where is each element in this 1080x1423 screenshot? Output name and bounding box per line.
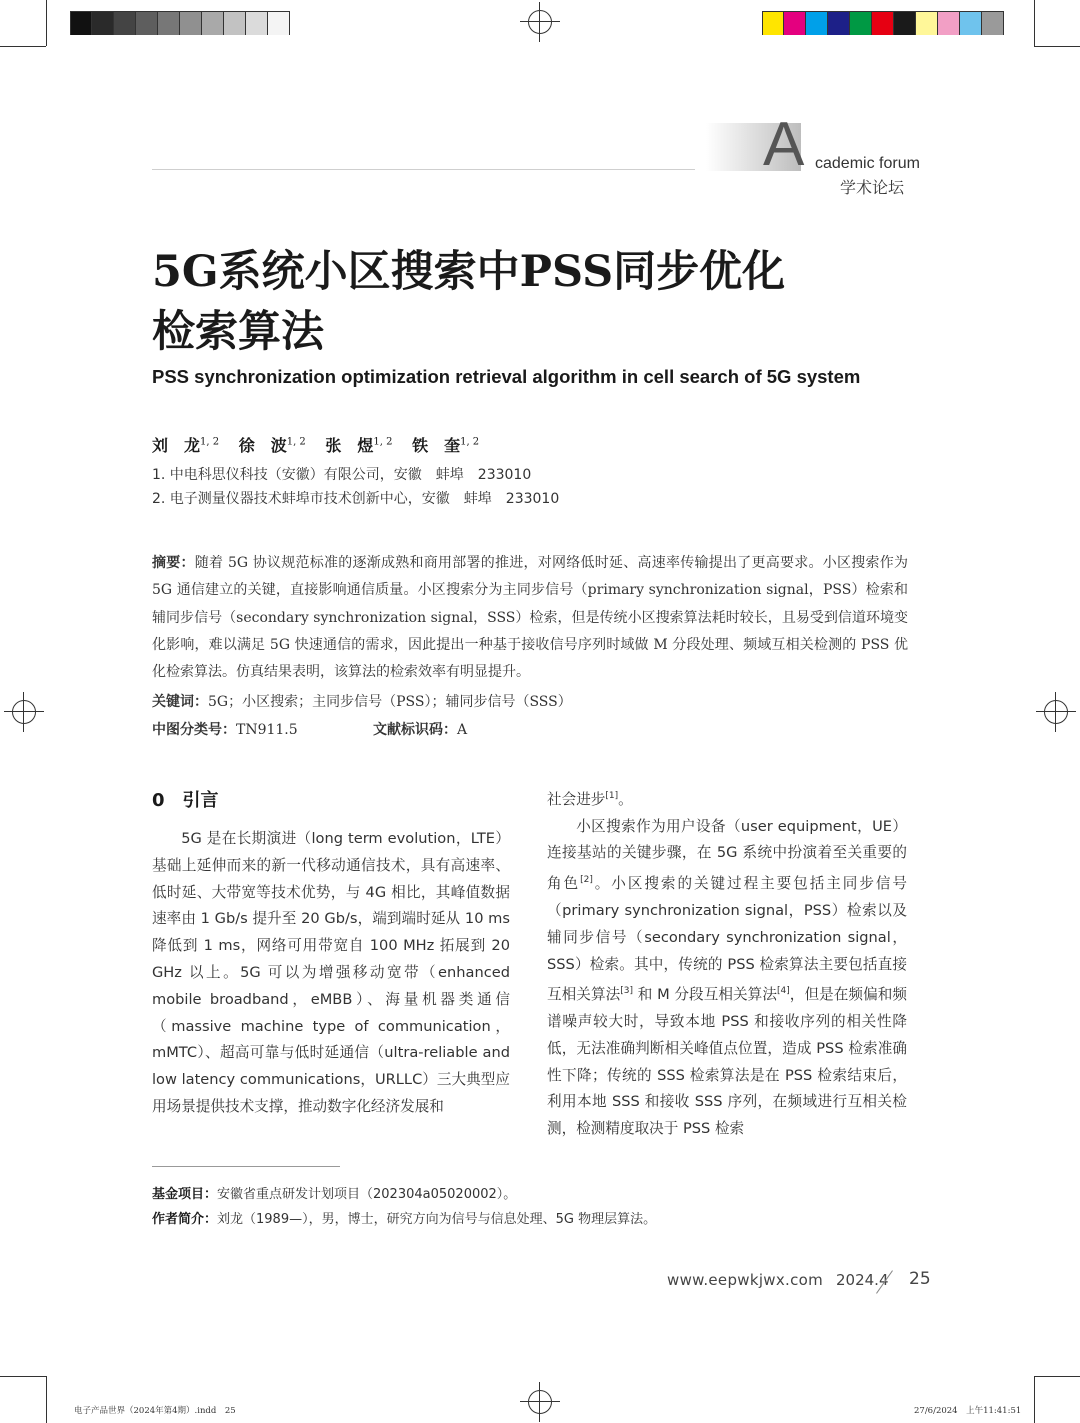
abstract-text: 随着 5G 协议规范标准的逐渐成熟和商用部署的推进，对网络低时延、高速率传输提出了更高要求。小区搜索作为 5G 通信建立的关键，直接影响通信质量。小区搜索分为主同步信号（primary synchronization signal，PSS）检索和辅同步信号（secondary synchronization signal，SSS）检索，但是传统小区搜索算法耗时较长，且易受到信道环境变化影响，难以满足 5G 快速通信的需求，因此提出一种基于接收信号序列时域做 M 分段处理、频域互相关检测的 PSS 优化检索算法。仿真结果表明，该算法的检索效率有明显提升。: [152, 555, 908, 681]
color-swatch: [158, 12, 180, 35]
classification-line: [152, 719, 298, 739]
clc-label: 中图分类号：: [152, 722, 236, 738]
citation-ref[interactable]: [4]: [776, 986, 790, 997]
color-swatch: [828, 12, 850, 35]
section-heading: 0 引言: [152, 790, 219, 811]
title-line-2: 检索算法: [152, 307, 324, 357]
color-swatch: [114, 12, 136, 35]
slug-filename: 电子产品世界（2024年第4期）.indd 25: [74, 1406, 236, 1416]
color-swatch: [70, 12, 92, 35]
paragraph: 小区搜索作为用户设备（user equipment，UE）连接基站的关键步骤，在 5G 系统中扮演着至关重要的角色[2]。小区搜索的关键过程主要包括主同步信号（primary synchronization signal，PSS）检索以及辅同步信号（secondary synchronization signal，SSS）检索。其中，传统的 PSS 检索算法主要包括直接互相关算法[3] 和 M 分段互相关算法[4]，但是在频偏和频谱噪声较大时，导致本地 PSS 和接收序列的相关性降低，无法准确判断相关峰值点位置，造成 PSS 检索准确性下降；传统的 SSS 检索算法是在 PSS 检索结束后，利用本地 SSS 和接收 SSS 序列，在频域进行互相关检测，检测精度取决于 PSS 检索: [547, 817, 907, 1138]
slug-timestamp: 27/6/2024 上午11:41:51: [914, 1406, 1022, 1416]
header-rule: [152, 169, 695, 170]
issue-number: 2024.4: [836, 1271, 889, 1289]
page-number: 25: [909, 1269, 931, 1289]
registration-mark-right: [1036, 692, 1076, 732]
color-swatch: [762, 12, 784, 35]
section-name-en: cademic forum: [815, 155, 920, 172]
right-column: [547, 783, 907, 1143]
author-bio-label: 作者简介：: [152, 1212, 218, 1227]
paragraph-continuation: 社会进步[1]。: [547, 790, 633, 808]
keywords-label: 关键词：: [152, 694, 208, 710]
color-swatch: [180, 12, 202, 35]
footnote-rule: [152, 1166, 340, 1167]
fund-footnote: [152, 1183, 516, 1202]
registration-mark-left: [4, 692, 44, 732]
color-swatch: [136, 12, 158, 35]
section-name-cn: 学术论坛: [840, 178, 905, 197]
color-swatch: [806, 12, 828, 35]
grayscale-color-bar: [70, 11, 290, 34]
fund-text: 安徽省重点研发计划项目（202304a05020002）。: [217, 1187, 517, 1202]
color-swatch: [850, 12, 872, 35]
keywords-line: [152, 691, 572, 711]
clc-code: TN911.5: [236, 722, 298, 738]
author: 铁 奎$^{1, 2}$: [412, 436, 480, 455]
process-color-bar: [762, 11, 1004, 34]
color-swatch: [202, 12, 224, 35]
citation-ref[interactable]: [1]: [605, 791, 619, 801]
section-big-letter: A: [763, 110, 805, 179]
color-swatch: [224, 12, 246, 35]
color-swatch: [92, 12, 114, 35]
author-bio-text: 刘龙（1989—），男，博士，研究方向为信号与信息处理、5G 物理层算法。: [217, 1212, 657, 1227]
paragraph: 5G 是在长期演进（long term evolution，LTE）基础上延伸而来的新一代移动通信技术，具有高速率、低时延、大带宽等技术优势，与 4G 相比，其峰值数据速率由 1 Gb/s 提升至 20 Gb/s，端到端时延从 10 ms 降低到 1 ms，网络可用带宽自 100 MHz 拓展到 20 GHz 以上。5G 可以为增强移动宽带（enhanced mobile broadband，eMBB）、海量机器类通信（massive machine type of communication，mMTC）、超高可靠与低时延通信（ultra-reliable and low latency communications，URLLC）三大典型应用场景提供技术支撑，推动数字化经济发展和: [152, 830, 510, 1115]
doc-code-label: 文献标识码：: [373, 722, 457, 738]
color-swatch: [246, 12, 268, 35]
doc-code: A: [457, 722, 468, 738]
abstract: [152, 550, 908, 686]
document-code-line: [373, 719, 467, 739]
color-swatch: [938, 12, 960, 35]
color-swatch: [982, 12, 1004, 35]
journal-url[interactable]: www.eepwkjwx.com: [667, 1271, 824, 1289]
color-swatch: [268, 12, 290, 35]
citation-ref[interactable]: [3]: [620, 986, 634, 997]
fund-label: 基金项目：: [152, 1187, 218, 1202]
registration-mark-top: [520, 2, 560, 42]
author: 张 煜$^{1, 2}$: [325, 436, 393, 455]
author: 刘 龙$^{1, 2}$: [152, 436, 220, 455]
article-title: [152, 242, 932, 362]
color-swatch: [784, 12, 806, 35]
author: 徐 波$^{1, 2}$: [238, 436, 306, 455]
color-swatch: [894, 12, 916, 35]
registration-mark-bottom: [520, 1382, 560, 1422]
author-list: [152, 433, 493, 456]
color-swatch: [960, 12, 982, 35]
author-bio-footnote: [152, 1208, 656, 1227]
citation-ref[interactable]: [2]: [580, 875, 593, 886]
affiliation-1: 1. 中电科思仪科技（安徽）有限公司，安徽 蚌埠 233010: [152, 467, 532, 483]
keywords: 5G；小区搜索；主同步信号（PSS）；辅同步信号（SSS）: [208, 694, 572, 710]
title-line-1: 5G系统小区搜索中PSS同步优化: [152, 247, 786, 297]
left-column: [152, 826, 510, 1121]
article-subtitle-en: PSS synchronization optimization retrieval algorithm in cell search of 5G system: [152, 366, 861, 387]
abstract-label: 摘要：: [152, 555, 195, 571]
color-swatch: [872, 12, 894, 35]
affiliation-2: 2. 电子测量仪器技术蚌埠市技术创新中心，安徽 蚌埠 233010: [152, 491, 560, 507]
color-swatch: [916, 12, 938, 35]
